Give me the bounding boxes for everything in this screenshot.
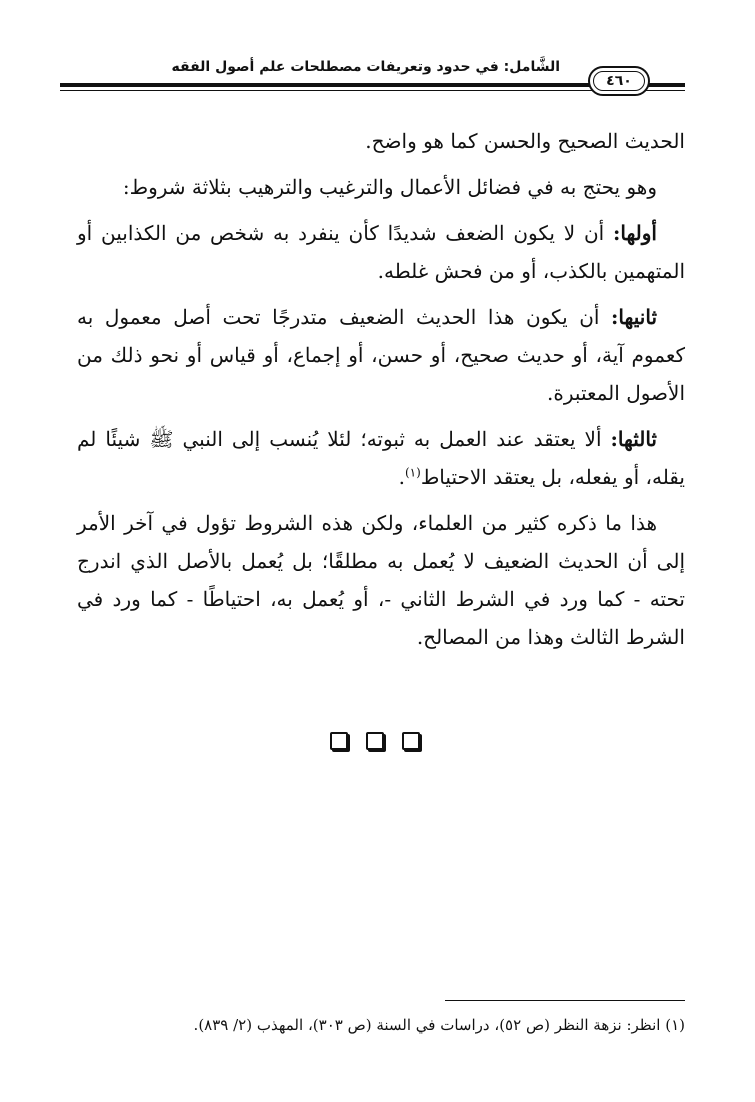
end-square-icon [330, 732, 348, 750]
condition-3-text: ألا يعتقد عند العمل به ثبوته؛ لئلا يُنسب إلى النبي ﷺ شيئًا لم يقله، أو يفعله، بل يعتقد الاحتياط [77, 427, 685, 489]
section-end-marks [330, 728, 420, 754]
condition-3-end: . [398, 465, 405, 489]
footnote-reference[interactable]: (١) [404, 465, 421, 480]
condition-3-label: ثالثها: [610, 427, 657, 451]
paragraph-condition-2 [77, 298, 685, 412]
paragraph-condition-1 [77, 214, 685, 290]
condition-2-text: أن يكون هذا الحديث الضعيف متدرجًا تحت أصل معمول به كعموم آية، أو حديث صحيح، أو حسن، أو إجماع، أو قياس أو نحو ذلك من الأصول المعتبرة. [77, 305, 685, 405]
footnote-1: (١) انظر: نزهة النظر (ص ٥٢)، دراسات في السنة (ص ٣٠٣)، المهذب (٢/ ٨٣٩). [193, 1016, 685, 1034]
footnote-separator [445, 1000, 685, 1001]
end-square-icon [366, 732, 384, 750]
page-number-badge: ٤٦٠ [588, 66, 650, 96]
condition-1-label: أولها: [612, 221, 657, 245]
running-header-title: الشَّامل: في حدود وتعريفات مصطلحات علم أصول الفقه [171, 59, 560, 75]
paragraph-1: الحديث الصحيح والحسن كما هو واضح. [365, 129, 685, 153]
paragraph-condition-3 [77, 420, 685, 496]
paragraph-2: وهو يحتج به في فضائل الأعمال والترغيب والترهيب بثلاثة شروط: [122, 175, 657, 199]
paragraph-conclusion: هذا ما ذكره كثير من العلماء، ولكن هذه الشروط تؤول في آخر الأمر إلى أن الحديث الضعيف لا يُعمل به مطلقًا؛ بل يُعمل بالأصل الذي اندرج تحته - كما ورد في الشرط الثاني -، أو يُعمل به، احتياطًا - كما ورد في الشرط الثالث وهذا من المصالح. [77, 511, 685, 649]
condition-2-label: ثانيها: [611, 305, 658, 329]
main-text [77, 122, 685, 664]
condition-1-text: أن لا يكون الضعف شديدًا كأن ينفرد به شخص من الكذابين أو المتهمين بالكذب، أو من فحش غلطه. [77, 221, 685, 283]
end-square-icon [402, 732, 420, 750]
